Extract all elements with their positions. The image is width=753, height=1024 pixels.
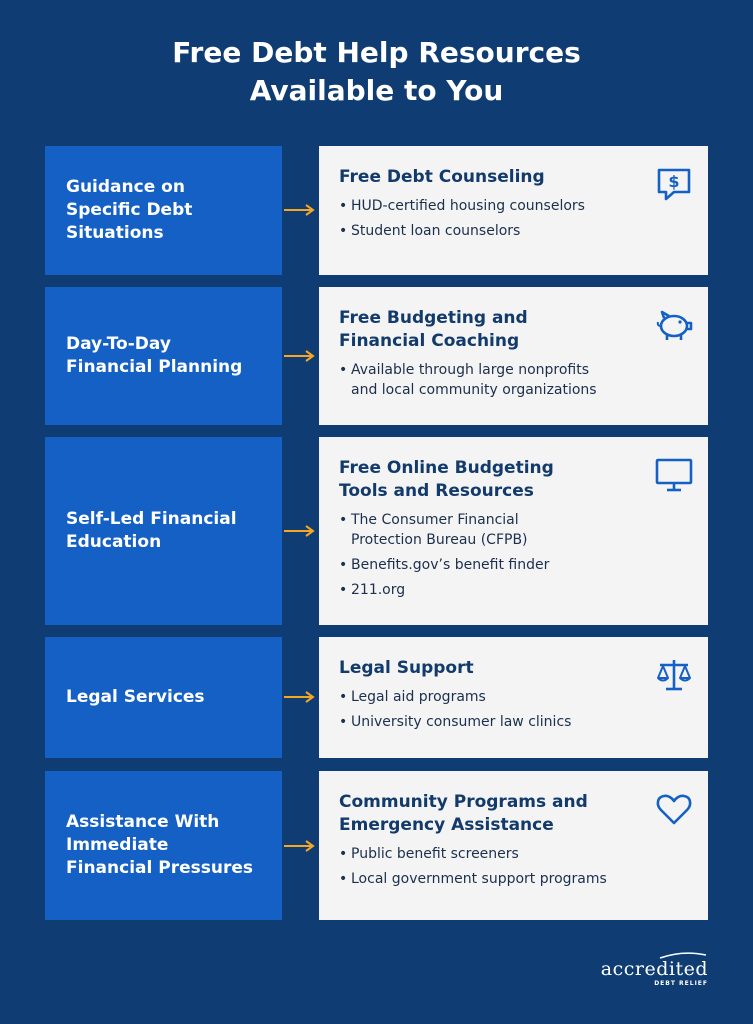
logo-swoosh-icon — [658, 952, 708, 960]
category-box — [45, 637, 282, 758]
resource-row-debt-counseling — [45, 146, 708, 275]
resource-row-online-tools — [45, 437, 708, 625]
category-label: Self-Led Financial Education — [66, 509, 237, 552]
arrow-icon — [282, 203, 318, 217]
arrow-icon — [282, 524, 318, 538]
arrow-icon — [282, 349, 318, 363]
svg-text:$: $ — [668, 172, 680, 191]
resource-box — [319, 287, 708, 425]
category-label: Assistance With Immediate Financial Pressures — [66, 812, 253, 878]
category-box — [45, 146, 282, 275]
list-item: • Available through large nonprofits and local community organizations — [339, 360, 694, 400]
resource-list — [339, 360, 694, 400]
resource-title: Legal Support — [339, 658, 474, 678]
resource-box — [319, 437, 708, 625]
resource-list — [339, 196, 694, 241]
scales-icon — [654, 655, 694, 695]
resource-box — [319, 637, 708, 758]
logo-name: accredited — [600, 958, 708, 980]
resource-title: Free Budgeting and Financial Coaching — [339, 308, 528, 351]
resource-list — [339, 510, 694, 600]
arrow-icon — [282, 839, 318, 853]
category-label: Legal Services — [66, 687, 205, 707]
list-item: • Student loan counselors — [339, 221, 694, 241]
resource-title: Community Programs and Emergency Assistance — [339, 792, 588, 835]
page-title: Free Debt Help Resources Available to You — [172, 36, 581, 107]
category-label: Guidance on Specific Debt Situations — [66, 177, 193, 243]
resource-row-budgeting — [45, 287, 708, 425]
resource-title: Free Online Budgeting Tools and Resources — [339, 458, 554, 501]
brand-logo — [601, 958, 708, 988]
list-item: • HUD-certified housing counselors — [339, 196, 694, 216]
list-item: • The Consumer Financial Protection Bureau (CFPB) — [339, 510, 694, 550]
list-item: • Benefits.gov’s benefit finder — [339, 555, 694, 575]
list-item: • University consumer law clinics — [339, 712, 694, 732]
logo-tagline: DEBT RELIEF — [654, 980, 708, 987]
arrow-icon — [282, 690, 318, 704]
monitor-icon — [654, 455, 694, 495]
list-item: • Public benefit screeners — [339, 844, 694, 864]
resource-box — [319, 146, 708, 275]
list-item: • 211.org — [339, 580, 694, 600]
resource-list — [339, 844, 694, 889]
dollar-chat-icon — [654, 164, 694, 204]
resource-list — [339, 687, 694, 732]
category-box — [45, 437, 282, 625]
resource-row-community — [45, 771, 708, 920]
resource-title: Free Debt Counseling — [339, 167, 545, 187]
list-item: • Legal aid programs — [339, 687, 694, 707]
category-box — [45, 771, 282, 920]
resource-row-legal — [45, 637, 708, 758]
list-item: • Local government support programs — [339, 869, 694, 889]
category-box — [45, 287, 282, 425]
heart-icon — [654, 789, 694, 829]
category-label: Day-To-Day Financial Planning — [66, 334, 243, 377]
resource-box — [319, 771, 708, 920]
piggy-bank-icon — [654, 305, 694, 345]
